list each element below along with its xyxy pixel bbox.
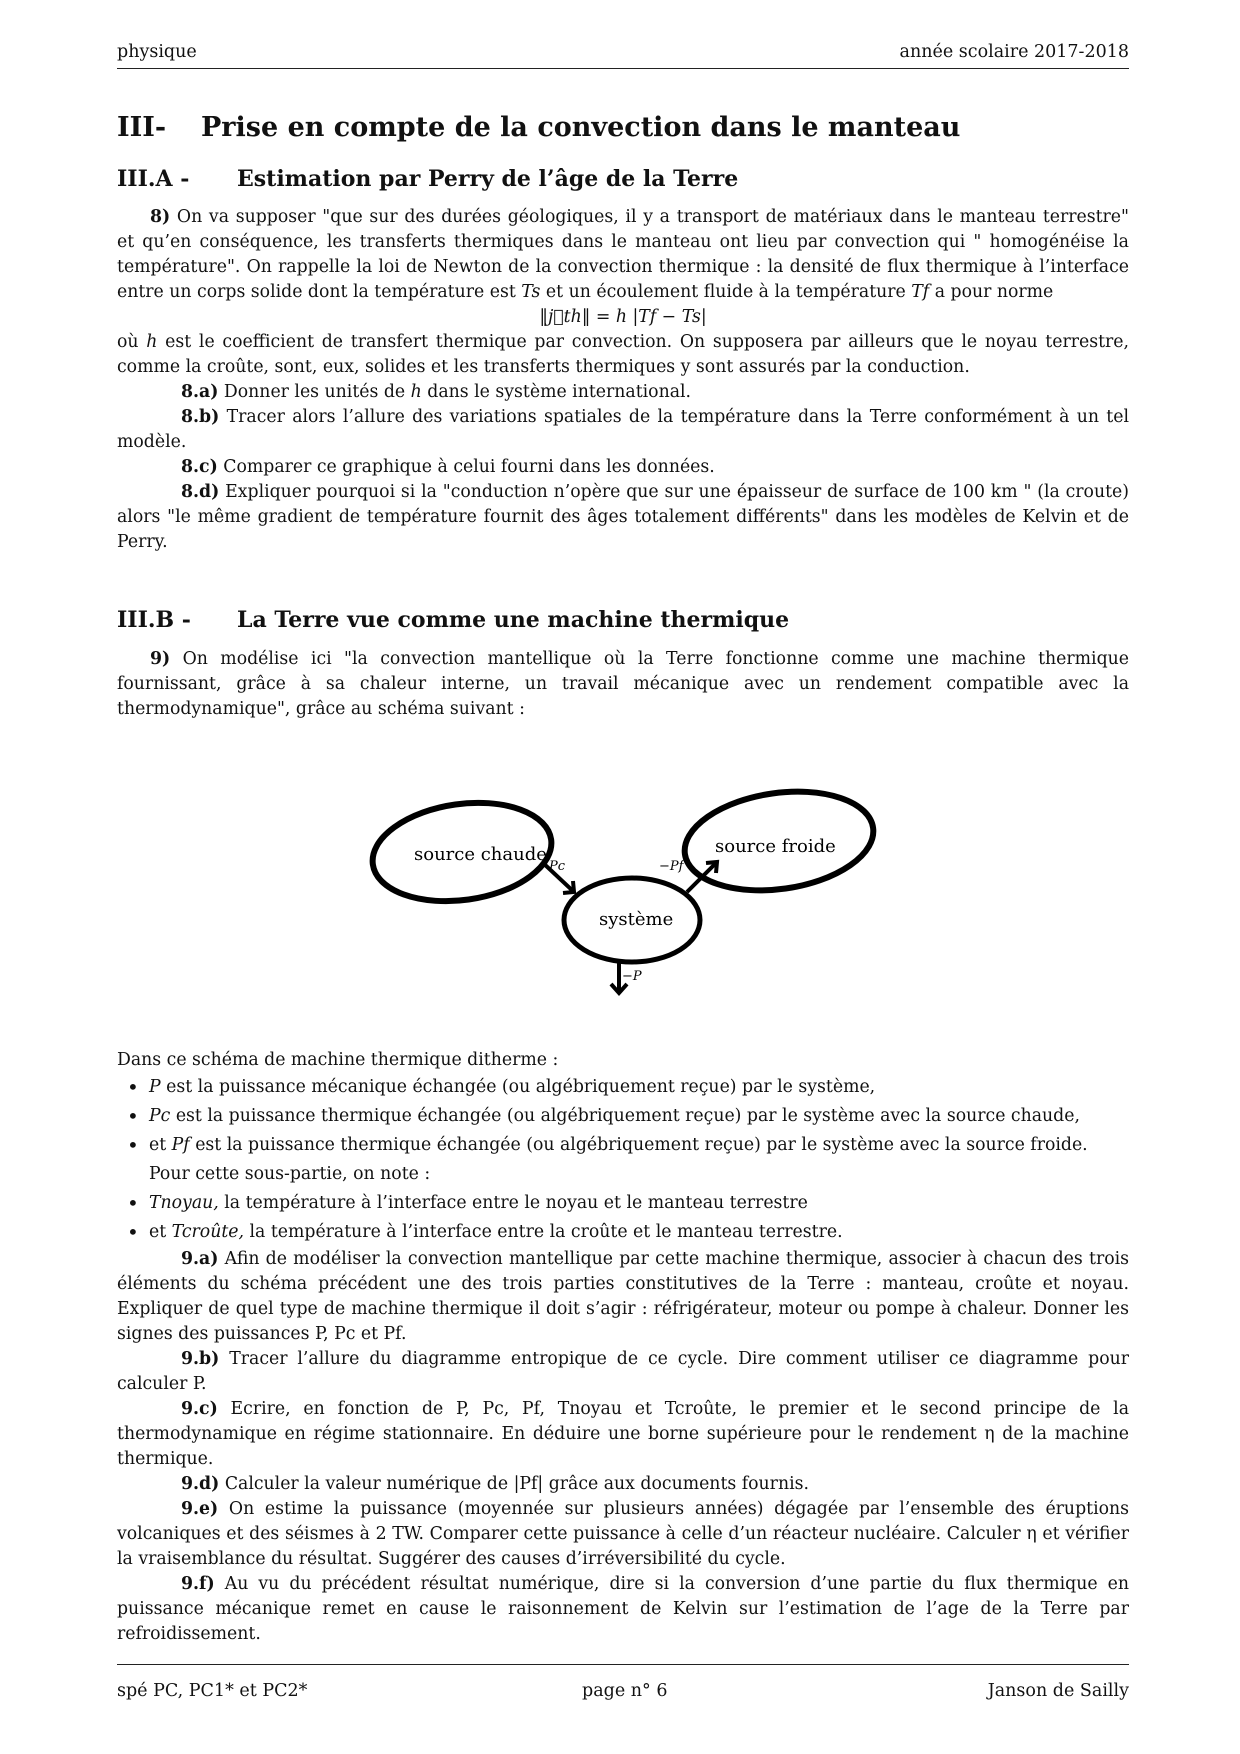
section-number: III-	[117, 112, 167, 143]
bullet-5-pre: et	[149, 1222, 167, 1242]
question-9f-label: 9.f)	[181, 1574, 215, 1594]
question-8-text: On va supposer "que sur des durées géologiques, il y a transport de matériaux dans le manteau terrestre" et qu’en conséquence, les transferts thermiques dans le manteau ont lieu par convection qui " homogénéise la température". On rappelle la loi de Newton de la convection thermique : la densité de flux thermique à l’interface entre un corps solide dont la température est	[117, 207, 1129, 302]
var-h: h	[146, 332, 158, 352]
question-8a-text-2: dans le système international.	[427, 382, 692, 402]
var-tf: Tf	[911, 282, 930, 302]
list-item	[117, 1073, 1129, 1102]
var-pc: Pc	[149, 1106, 171, 1126]
section-title-text: Prise en compte de la convection dans le manteau	[201, 112, 961, 143]
question-8-intro	[117, 205, 1129, 305]
subsection-b-number: III.B -	[117, 607, 191, 633]
page	[117, 0, 1129, 1754]
thermal-machine-diagram	[367, 770, 887, 1010]
pc-label: Pc	[549, 859, 566, 874]
question-9e-text: On estime la puissance (moyennée sur plusieurs années) dégagée par l’ensemble des éruptions volcaniques et des séismes à 2 TW. Comparer cette puissance à celle d’un réacteur nucléaire. Calculer η et vérifier la vraisemblance du résultat. Suggérer des causes d’irréversibilité du cycle.	[117, 1499, 1129, 1569]
question-8-block	[117, 205, 1129, 555]
question-8b	[117, 405, 1129, 455]
question-9d	[117, 1472, 1129, 1497]
question-8a-label: 8.a)	[181, 382, 219, 402]
question-9d-text: Calculer la valeur numérique de |Pf| grâce aux documents fournis.	[224, 1474, 809, 1494]
schema-intro: Dans ce schéma de machine thermique ditherme :	[117, 1050, 559, 1070]
section-title	[117, 112, 960, 143]
var-ts: Ts	[521, 282, 541, 302]
question-8d	[117, 480, 1129, 555]
question-9f	[117, 1572, 1129, 1647]
question-8d-label: 8.d)	[181, 482, 220, 502]
question-9e-label: 9.e)	[181, 1499, 219, 1519]
question-9f-text: Au vu du précédent résultat numérique, dire si la conversion d’une partie du flux thermique en puissance mécanique remet en cause le raisonnement de Kelvin sur l’estimation de l’age de la Terre par refroidissement.	[117, 1574, 1129, 1644]
question-8-text-3: a pour norme	[934, 282, 1054, 302]
question-9-intro-block	[117, 647, 1129, 722]
footer-school: Janson de Sailly	[987, 1681, 1129, 1701]
question-8a	[117, 380, 1129, 405]
subsection-a-title-text: Estimation par Perry de l’âge de la Terre	[237, 166, 739, 192]
bullet-3-pre: et	[149, 1135, 167, 1155]
list-item	[117, 1102, 1129, 1131]
system-label: système	[599, 909, 674, 930]
list-item	[117, 1189, 1129, 1218]
var-tcroute: Tcroûte,	[171, 1222, 244, 1242]
newton-equation-text: ‖j⃗th‖ = h |Tf − Ts|	[539, 307, 707, 327]
bullet-2-text: est la puissance thermique échangée (ou algébriquement reçue) par le système avec la source chaude,	[175, 1106, 1080, 1126]
bullet-4-text: la température à l’interface entre le noyau et le manteau terrestre	[224, 1193, 808, 1213]
question-9a	[117, 1247, 1129, 1347]
header-year: année scolaire 2017-2018	[899, 42, 1129, 62]
cold-source-label: source froide	[715, 836, 836, 857]
bullet-5-text: la température à l’interface entre la croûte et le manteau terrestre.	[249, 1222, 843, 1242]
question-9b-label: 9.b)	[181, 1349, 220, 1369]
bullet-1-text: est la puissance mécanique échangée (ou algébriquement reçue) par le système,	[166, 1077, 876, 1097]
subsection-b-title-text: La Terre vue comme une machine thermique	[237, 607, 790, 633]
notation-intro: Pour cette sous-partie, on note :	[149, 1164, 431, 1184]
question-8c-text: Comparer ce graphique à celui fourni dans les données.	[223, 457, 715, 477]
subsection-b-title	[117, 607, 789, 633]
question-8-after-eq	[117, 330, 1129, 380]
header-subject: physique	[117, 42, 197, 62]
question-8d-text: Expliquer pourquoi si la "conduction n’opère que sur une épaisseur de surface de 100 km " (la croute) alors "le même gradient de température fournit des âges totalement différents" dans les modèles de Kelvin et de Perry.	[117, 482, 1129, 552]
question-9c	[117, 1397, 1129, 1472]
question-8c	[117, 455, 1129, 480]
question-8b-text: Tracer alors l’allure des variations spatiales de la température dans la Terre conformément à un tel modèle.	[117, 407, 1129, 452]
list-item	[117, 1218, 1129, 1247]
question-8-text-2: et un écoulement fluide à la température	[545, 282, 906, 302]
question-9-label: 9)	[150, 649, 171, 669]
question-9-intro	[117, 647, 1129, 722]
p-label: −P	[622, 969, 642, 984]
bullet-3-text: est la puissance thermique échangée (ou algébriquement reçue) par le système avec la source froide.	[195, 1135, 1088, 1155]
pf-label: −Pf	[659, 859, 684, 874]
question-9d-label: 9.d)	[181, 1474, 220, 1494]
subsection-a-number: III.A -	[117, 166, 190, 192]
question-8a-text: Donner les unités de	[223, 382, 406, 402]
question-8a-var: h	[410, 382, 422, 402]
newton-equation	[117, 305, 1129, 330]
question-9b	[117, 1347, 1129, 1397]
question-9-intro-text: On modélise ici "la convection mantellique où la Terre fonctionne comme une machine thermique fournissant, grâce à sa chaleur interne, un travail mécanique avec un rendement compatible avec la thermodynamique", grâce au schéma suivant :	[117, 649, 1130, 719]
page-header	[117, 40, 1129, 69]
power-definitions-list	[117, 1073, 1129, 1160]
page-footer	[117, 1664, 1129, 1705]
question-8b-label: 8.b)	[181, 407, 220, 427]
after-eq-1: où	[117, 332, 139, 352]
var-pf: Pf	[171, 1135, 190, 1155]
footer-page-number: page n° 6	[582, 1681, 668, 1701]
after-eq-2: est le coefficient de transfert thermique par convection. On supposera par ailleurs que le noyau terrestre, comme la croûte, sont, eux, solides et les transferts thermiques y sont assurés par la conduction.	[117, 332, 1130, 377]
question-8c-label: 8.c)	[181, 457, 218, 477]
question-9a-text: Afin de modéliser la convection mantellique par cette machine thermique, associer à chacun des trois éléments du schéma précédent une des trois parties constitutives de la Terre : manteau, croûte et noyau. Expliquer de quel type de machine thermique il doit s’agir : réfrigérateur, moteur ou pompe à chaleur. Donner les signes des puissances P, Pc et Pf.	[117, 1249, 1129, 1344]
footer-class: spé PC, PC1* et PC2*	[117, 1681, 308, 1701]
var-tnoyau: Tnoyau,	[149, 1193, 219, 1213]
hot-source-label: source chaude	[414, 844, 547, 865]
question-9c-label: 9.c)	[181, 1399, 218, 1419]
question-9c-text: Ecrire, en fonction de P, Pc, Pf, Tnoyau et Tcroûte, le premier et le second principe de la thermodynamique en régime stationnaire. En déduire une borne supérieure pour le rendement η de la machine thermique.	[117, 1399, 1129, 1469]
question-9a-label: 9.a)	[181, 1249, 219, 1269]
subsection-a-title	[117, 166, 738, 192]
question-8-label: 8)	[150, 207, 171, 227]
question-9-body	[117, 1048, 1129, 1647]
var-p: P	[149, 1077, 161, 1097]
question-9e	[117, 1497, 1129, 1572]
list-item	[117, 1131, 1129, 1160]
question-9b-text: Tracer l’allure du diagramme entropique de ce cycle. Dire comment utiliser ce diagramme pour calculer P.	[117, 1349, 1129, 1394]
temperature-definitions-list	[117, 1189, 1129, 1247]
